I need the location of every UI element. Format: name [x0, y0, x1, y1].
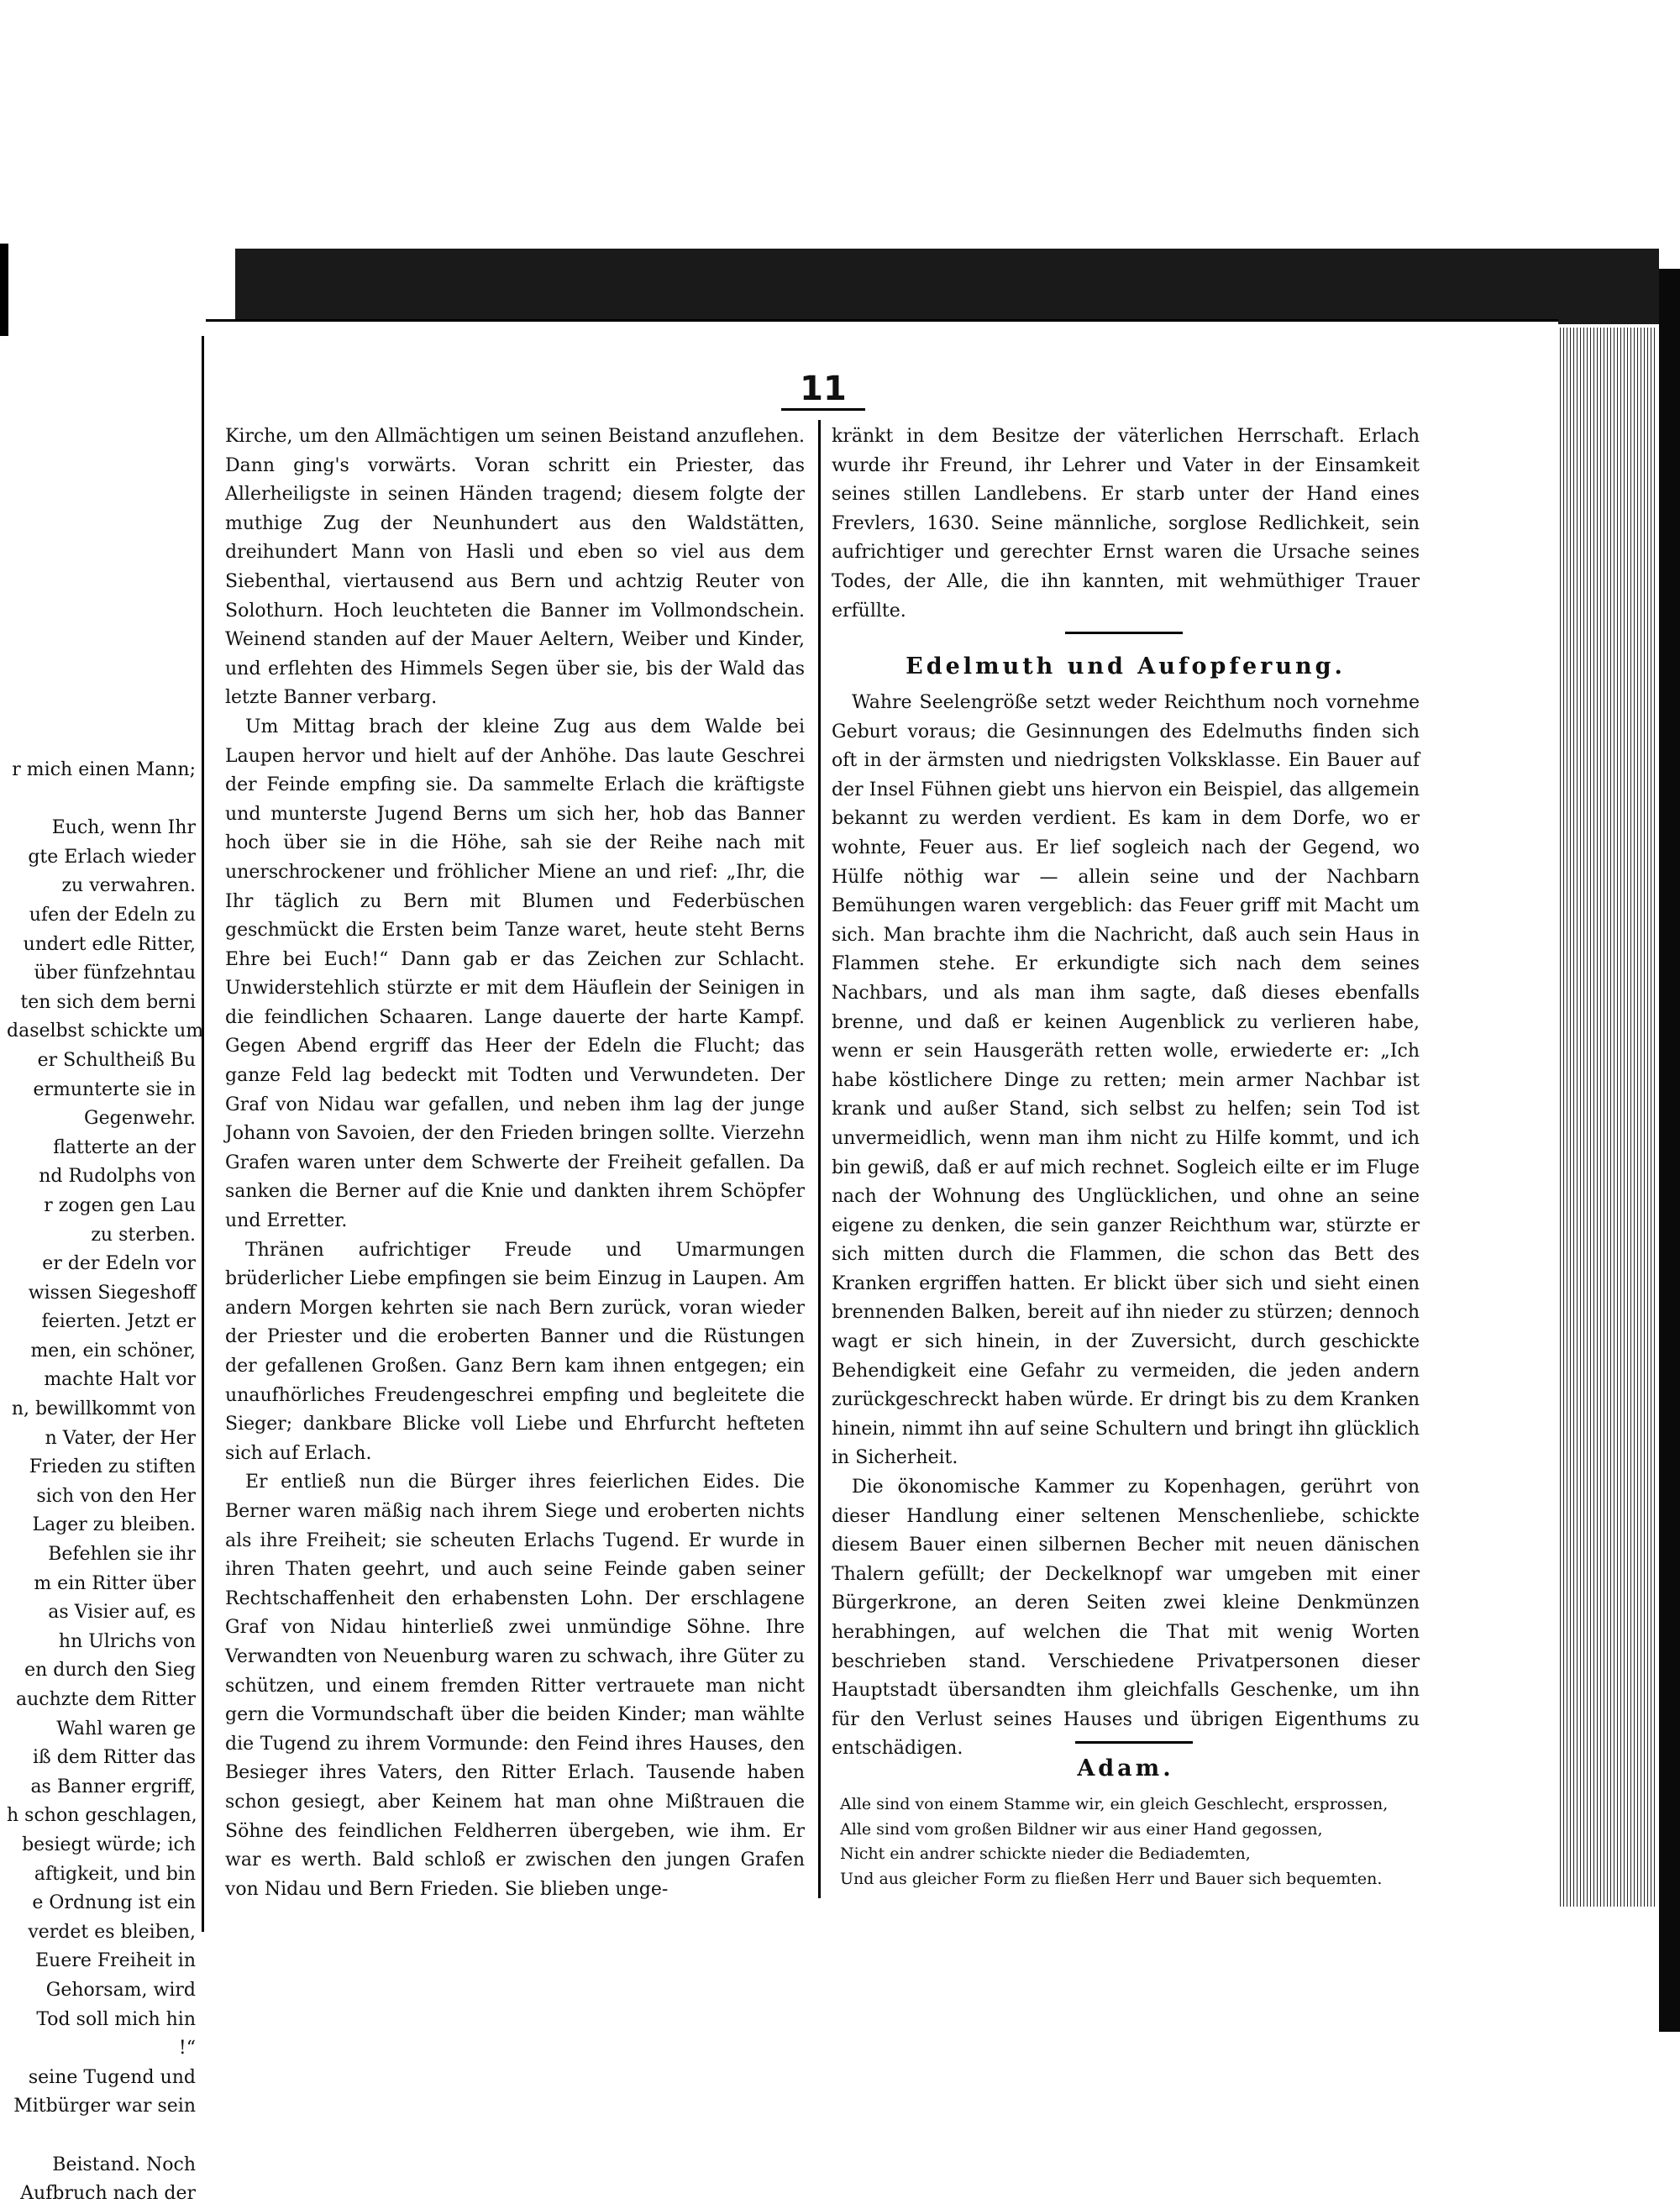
left-page-line: er der Edeln vor — [42, 1253, 196, 1275]
left-page-line: Beistand. Noch — [52, 2154, 196, 2175]
section-title-adam: Adam. — [1077, 1755, 1174, 1781]
left-page-line: undert edle Ritter, — [23, 933, 196, 955]
left-page-line: zu verwahren. — [61, 875, 196, 897]
paragraph: Kirche, um den Allmächtigen um seinen Beistand anzuflehen. Dann ging's vorwärts. Voran schritt ein Priester, das Allerheiligste in seinen Händen tragend; diesem folgte der muthige Zug der Neunhundert aus den Waldstätten, dreihundert Mann von Hasli und eben so viel aus dem Siebenthal, viertausend aus Bern und achtzig Reuter von Solothurn. Hoch leuchteten die Banner im Vollmondschein. Weinend standen auf der Mauer Aeltern, Weiber und Kinder, und erflehten des Himmels Segen über sie, bis der Wald das letzte Banner verbarg. — [225, 426, 805, 709]
left-page-line: as Visier auf, es — [48, 1602, 196, 1624]
left-page-line: Befehlen sie ihr — [48, 1544, 196, 1566]
left-page-line: Euere Freiheit in — [35, 1950, 196, 1972]
page-number-underline — [781, 408, 865, 411]
left-page-line: Lager zu bleiben. — [32, 1514, 196, 1536]
left-page-line: en durch den Sieg — [24, 1660, 196, 1682]
left-page-line: Wahl waren ge — [56, 1718, 196, 1739]
column-divider — [818, 420, 821, 1898]
left-page-line: Euch, wenn Ihr — [51, 817, 196, 839]
section-title-edelmuth: Edelmuth und Aufopferung. — [906, 653, 1346, 679]
left-page-line: as Banner ergriff, — [30, 1776, 196, 1797]
left-page-line — [7, 785, 196, 815]
poem-line: Und aus gleicher Form zu fließen Herr und Bauer sich bequemten. — [840, 1869, 1383, 1888]
left-page-line: hn Ulrichs von — [58, 1630, 196, 1652]
left-page-line: iß dem Ritter das — [33, 1747, 196, 1769]
left-page-line: e Ordnung ist ein — [32, 1892, 196, 1914]
page-number: 11 — [800, 370, 847, 408]
left-page-line: sich von den Her — [36, 1485, 196, 1507]
poem-line: Alle sind vom großen Bildner wir aus einer Hand gegossen, — [840, 1819, 1323, 1839]
paragraph: Er entließ nun die Bürger ihres feierlichen Eides. Die Berner waren mäßig nach ihrem Siege und eroberten nichts als ihre Freiheit; sie scheuten Erlachs Tugend. Er wurde in ihren Thaten geehrt, und auch seine Feinde gaben seiner Rechtschaffenheit den erhabensten Lohn. Der erschlagene Graf von Nidau hinterließ zwei unmündige Söhne. Ihre Verwandten von Neuenburg waren zu schwach, ihre Güter zu schützen, und einem fremden Ritter vertrauete man nicht gern die Vormundschaft über die beiden Kinder; man wählte die Tugend zu ihrem Vormunde: den Feind ihres Hauses, den Besieger ihres Vaters, den Ritter Erlach. Tausende haben schon gesiegt, aber Keinem hat man ohne Mißtrauen die Söhne des feindlichen Feldherren übergeben, wie ihm. Er war es werth. Bald schloß er zwischen den jungen Grafen von Nidau und Bern Frieden. Sie blieben unge- — [225, 1472, 805, 1900]
left-page-line: n, bewillkommt von — [11, 1398, 196, 1420]
left-page-text — [7, 756, 204, 2209]
left-page-line: !“ — [178, 2038, 196, 2059]
left-page-line: besiegt würde; ich — [22, 1834, 196, 1855]
left-page-line: ufen der Edeln zu — [29, 904, 196, 926]
left-page-line: Mitbürger war sein — [13, 2096, 196, 2117]
left-page-line: Tod soll mich hin — [36, 2008, 196, 2030]
left-page-line: men, ein schöner, — [30, 1340, 196, 1362]
poem-line: Nicht ein andrer schickte nieder die Bediademten, — [840, 1844, 1251, 1863]
section-divider-rule — [1065, 632, 1183, 634]
section-edelmuth-body — [832, 689, 1420, 1764]
paragraph: Die ökonomische Kammer zu Kopenhagen, gerührt von dieser Handlung einer seltenen Menschenliebe, schickte diesem Bauer einen silbernen Becher mit neuen dänischen Thalern gefüllt; der Deckelknopf war umgeben mit einer Bürgerkrone, an deren Seiten zwei kleine Denkmünzen herabhingen, auf welchen die That mit wenig Worten beschrieben stand. Verschiedene Privatpersonen dieser Hauptstadt übersandten ihm gleichfalls Geschenke, um ihn für den Verlust seines Hauses und übrigen Eigenthums zu entschädigen. — [832, 1477, 1420, 1760]
paragraph: Wahre Seelengröße setzt weder Reichthum noch vornehme Geburt voraus; die Gesinnungen des Edelmuths finden sich oft in der ärmsten und niedrigsten Volksklasse. Ein Bauer auf der Insel Fühnen giebt uns hiervon ein Beispiel, das allgemein bekannt zu werden verdient. Es kam in dem Dorfe, wo er wohnte, Feuer aus. Er lief sogleich nach der Gegend, wo Hülfe nöthig war — allein seine und der Nachbarn Bemühungen waren vergeblich: das Feuer griff mit Macht um sich. Man brachte ihm die Nachricht, daß auch sein Haus in Flammen stehe. Er erkundigte sich nach dem seines Nachbars, und als man ihm sagte, daß dieses ebenfalls brenne, und daß er keinen Augenblick zu verlieren habe, wenn er sein Hausgeräth retten wolle, erwiederte er: „Ich habe köstlichere Dinge zu retten; mein armer Nachbar ist krank und außer Stand, sich selbst zu helfen; sein Tod ist unvermeidlich, wenn man ihm nicht zu Hilfe kommt, und ich bin gewiß, daß er auf mich rechnet. Sogleich eilte er im Fluge nach der Wohnung des Unglücklichen, und ohne an seine eigene zu denken, die sein ganzer Reichthum war, stürzte er sich mitten durch die Flammen, die schon das Bett des Kranken ergriffen hatten. Er blickt über sich und sieht einen brennenden Balken, bereit auf ihn nieder zu stürzen; dennoch wagt er sich hinein, in der Zuversicht, durch geschickte Behendigkeit eine Gefahr zu vermeiden, die jeden andern zurückgeschreckt haben würde. Er dringt bis zu dem Kranken hinein, nimmt ihn auf seine Schultern und bringt ihn glücklich in Sicherheit. — [832, 692, 1420, 1469]
paragraph: Thränen aufrichtiger Freude und Umarmungen brüderlicher Liebe empfingen sie beim Einzug in Laupen. Am andern Morgen kehrten sie nach Bern zurück, voran wieder der Priester und die eroberten Banner und die Rüstungen der gefallenen Großen. Ganz Bern kam ihnen entgegen; ein unaufhörliches Freudengeschrei empfing und begleitete die Sieger; dankbare Blicke voll Liebe und Ehrfurcht hefteten sich auf Erlach. — [225, 1239, 805, 1464]
left-page-line: Gegenwehr. — [84, 1108, 196, 1130]
left-page-line: Frieden zu stiften — [29, 1456, 196, 1478]
left-page-line: über fünfzehntau — [34, 963, 196, 984]
left-page-line: feierten. Jetzt er — [41, 1311, 196, 1333]
left-page-line: h schon geschlagen, — [7, 1805, 197, 1827]
left-page-line: Aufbruch nach der — [20, 2183, 196, 2205]
left-page-line: gte Erlach wieder — [28, 846, 196, 868]
left-page-line: m ein Ritter über — [34, 1572, 196, 1594]
left-page-line: Gehorsam, wird — [45, 1979, 196, 2001]
middle-column — [225, 422, 805, 1904]
left-page-line: n Vater, der Her — [45, 1427, 196, 1449]
left-page-line: r mich einen Mann; — [12, 759, 196, 780]
left-page-line: er Schultheiß Bu — [37, 1049, 196, 1071]
left-page-line: wissen Siegeshoff — [28, 1282, 196, 1304]
left-page-line: verdet es bleiben, — [28, 1921, 196, 1943]
left-page-line: auchzte dem Ritter — [16, 1689, 196, 1710]
scanner-shadow-top — [235, 249, 1659, 324]
left-page-line: flatterte an der — [53, 1136, 196, 1158]
left-page-line: ten sich dem berni — [20, 991, 196, 1013]
left-page-line: machte Halt vor — [44, 1369, 196, 1391]
paragraph: Um Mittag brach der kleine Zug aus dem Walde bei Laupen hervor und hielt auf der Anhöhe. Das laute Geschrei der Feinde empfing sie. Da sammelte Erlach die kräftigste und munterste Jugend Berns um sich her, hob das Banner hoch über sie in die Höhe, sah sie der Reihe nach mit unerschrockener und fröhlicher Miene an und rief: „Ihr, die Ihr täglich zu Bern mit Blumen und Federbüschen geschmückt die Ersten beim Tanze waret, heute steht Berns Ehre bei Euch!“ Dann gab er das Zeichen zur Schlacht. Unwiderstehlich stürzte er mit dem Häuflein der Seinigen in die feindlichen Schaaren. Lange dauerte der harte Kampf. Gegen Abend ergriff das Heer der Edeln die Flucht; das ganze Feld lag bedeckt mit Todten und Verwundeten. Der Graf von Nidau war gefallen, und neben ihm lag der junge Johann von Savoien, der den Frieden bringen sollte. Vierzehn Grafen waren unter dem Schwerte der Freiheit gefallen. Da sanken die Berner auf die Knie und dankten ihrem Schöpfer und Erretter. — [225, 716, 805, 1232]
poem-adam — [840, 1792, 1428, 1892]
section-divider-rule — [1075, 1741, 1193, 1744]
left-page-line: nd Rudolphs von — [39, 1166, 196, 1188]
poem-line: Alle sind von einem Stamme wir, ein gleich Geschlecht, ersprossen, — [840, 1795, 1389, 1813]
left-page-line: seine Tugend und — [28, 2066, 196, 2088]
left-page-line: zu sterben. — [91, 1224, 196, 1246]
left-page-line: aftigkeit, und bin — [34, 1863, 196, 1885]
left-page — [0, 336, 204, 2205]
left-page-line: daselbst schickte um — [7, 1021, 204, 1042]
right-column-continuation: kränkt in dem Besitze der väterlichen Herrschaft. Erlach wurde ihr Freund, ihr Lehrer und Vater in der Einsamkeit seines stillen Landlebens. Er starb unter der Hand eines Frevlers, 1630. Seine männliche, sorglose Redlichkeit, sein aufrichtiger und gerechter Ernst waren die Ursache seines Todes, der Alle, die ihn kannten, mit wehmüthiger Trauer erfüllte. — [832, 426, 1420, 622]
right-column — [832, 422, 1420, 626]
left-page-line: ermunterte sie in — [33, 1078, 196, 1100]
left-page-line: r zogen gen Lau — [44, 1194, 196, 1216]
scanner-shadow-right — [1659, 269, 1680, 2032]
left-page-line — [7, 2122, 196, 2151]
